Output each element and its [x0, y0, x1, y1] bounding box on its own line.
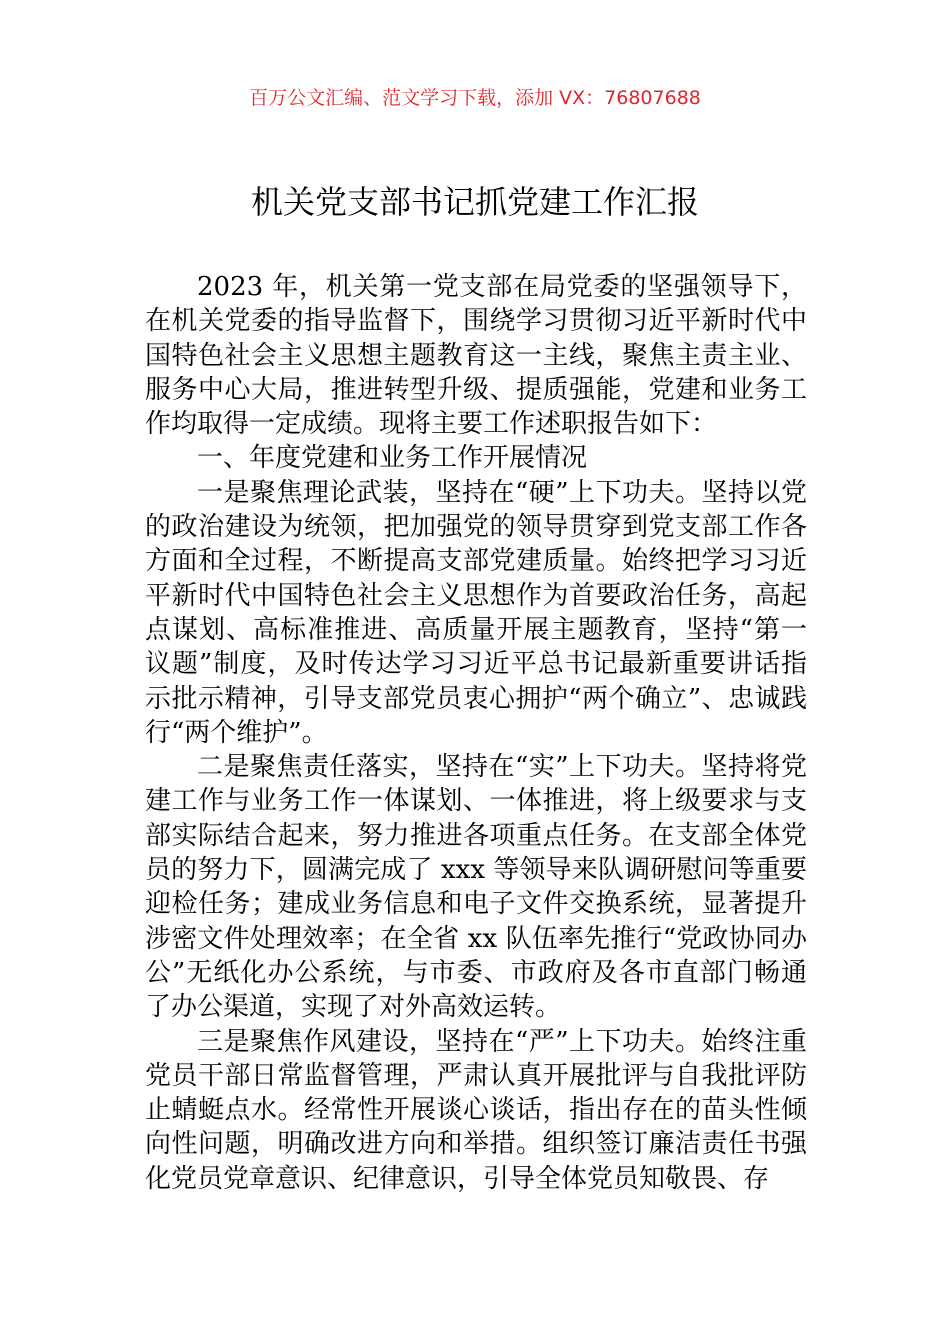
- paragraph-point-2: 二是聚焦责任落实，坚持在“实”上下功夫。坚持将党建工作与业务工作一体谋划、一体推进，将上级要求与支部实际结合起来，努力推进各项重点任务。在支部全体党员的努力下，圆满完成了 xxx 等领导来队调研慰问等重要迎检任务；建成业务信息和电子文件交换系统，显著提升涉密文件处理效率；在全省 xx 队伍率先推行“党政协同办公”无纸化办公系统，与市委、市政府及各市直部门畅通了办公渠道，实现了对外高效运转。: [145, 752, 807, 1023]
- document-body: [145, 270, 807, 1196]
- paragraph-intro: 2023 年，机关第一党支部在局党委的坚强领导下，在机关党委的指导监督下，围绕学习贯彻习近平新时代中国特色社会主义思想主题教育这一主线，聚焦主责主业、服务中心大局，推进转型升级、提质强能，党建和业务工作均取得一定成绩。现将主要工作述职报告如下：: [145, 272, 807, 440]
- header-note: 百万公文汇编、范文学习下载，添加 VX：76807688: [249, 87, 701, 109]
- paragraph-point-3: 三是聚焦作风建设，坚持在“严”上下功夫。始终注重党员干部日常监督管理，严肃认真开展批评与自我批评防止蜻蜓点水。经常性开展谈心谈话，指出存在的苗头性倾向性问题，明确改进方向和举措。组织签订廉洁责任书强化党员党章意识、纪律意识，引导全体党员知敬畏、存: [145, 1026, 807, 1194]
- section-heading: 一、年度党建和业务工作开展情况: [197, 443, 588, 474]
- paragraph-point-1: 一是聚焦理论武装，坚持在“硬”上下功夫。坚持以党的政治建设为统领，把加强党的领导贯穿到党支部工作各方面和全过程，不断提高支部党建质量。始终把学习习近平新时代中国特色社会主义思想作为首要政治任务，高起点谋划、高标准推进、高质量开展主题教育，坚持“第一议题”制度，及时传达学习习近平总书记最新重要讲话指示批示精神，引导支部党员衷心拥护“两个确立”、忠诚践行“两个维护”。: [145, 477, 807, 748]
- document-title: 机关党支部书记抓党建工作汇报: [250, 183, 699, 221]
